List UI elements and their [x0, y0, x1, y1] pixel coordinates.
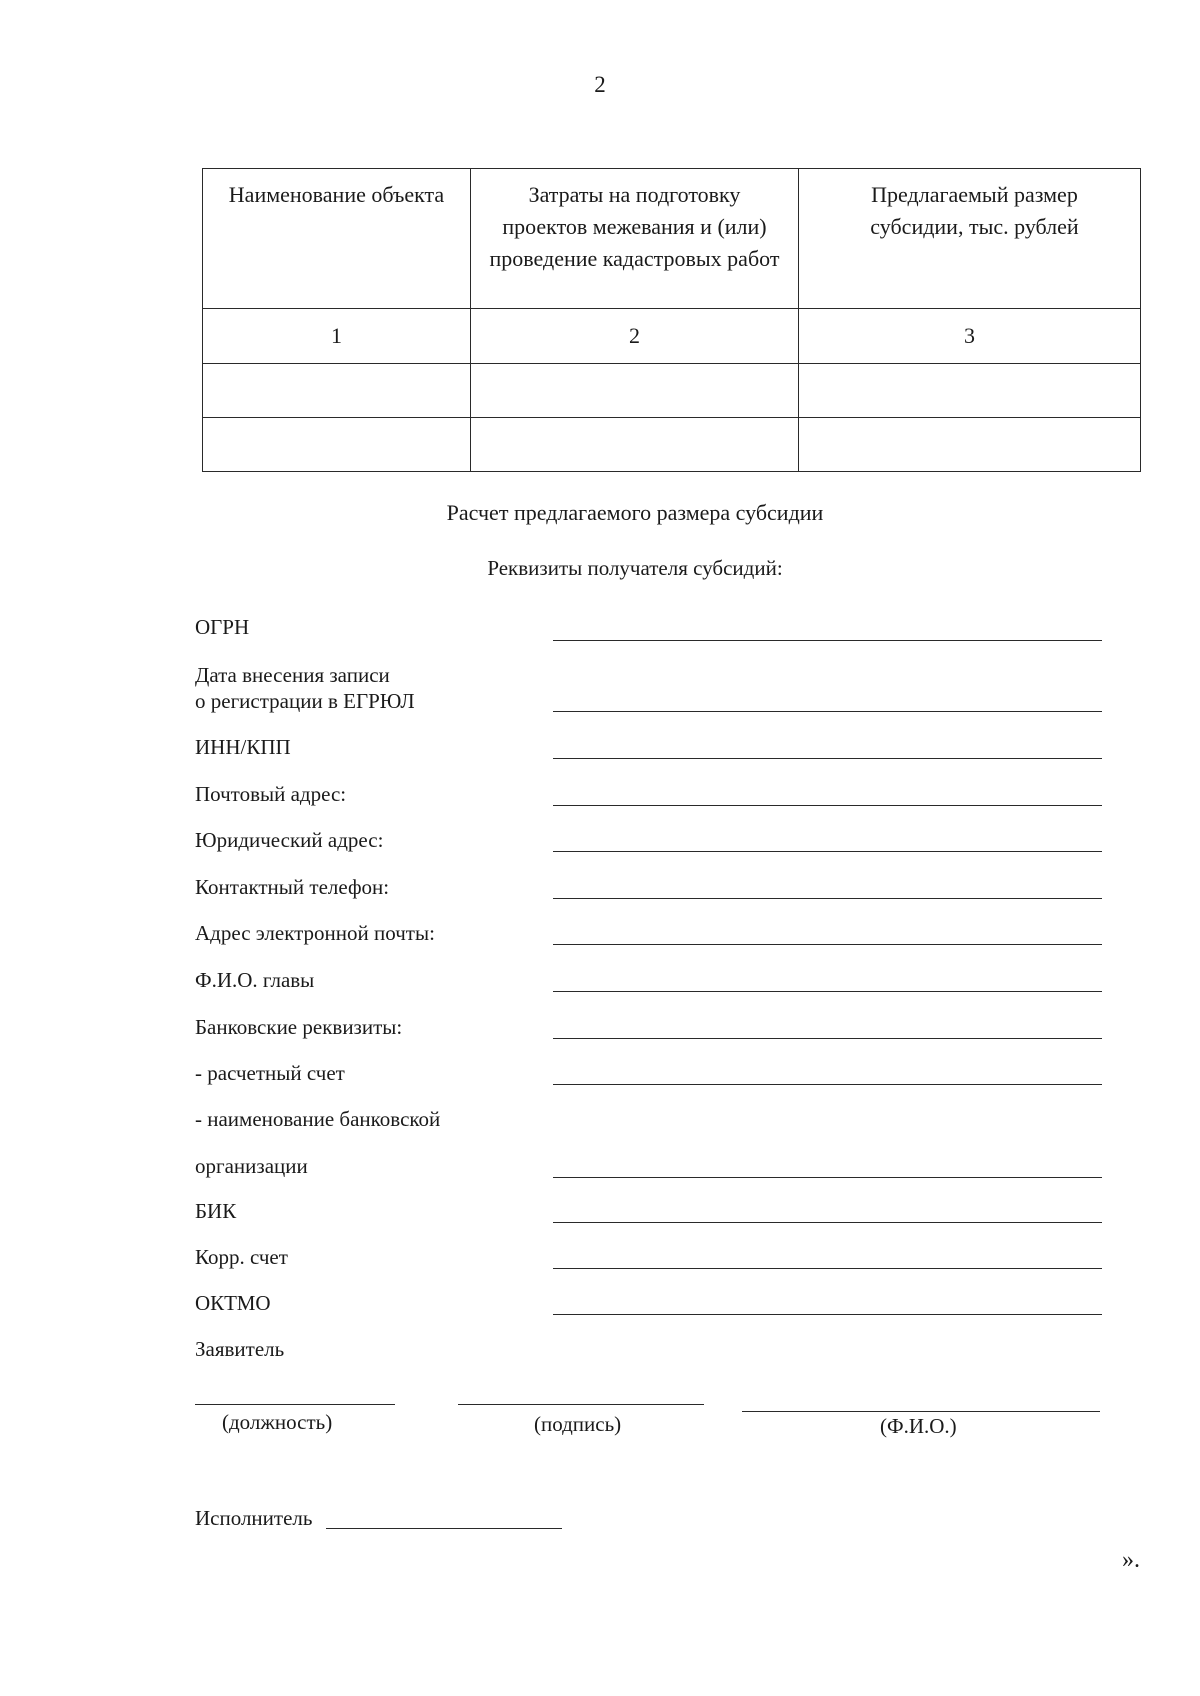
- table-cell: [203, 418, 471, 472]
- label-phone: Контактный телефон:: [195, 875, 390, 899]
- line-oktmo[interactable]: [553, 1314, 1102, 1315]
- line-account[interactable]: [553, 1084, 1102, 1085]
- line-legal-address[interactable]: [553, 851, 1102, 852]
- label-bank-name-2: организации: [195, 1154, 308, 1178]
- label-oktmo: ОКТМО: [195, 1291, 271, 1315]
- label-applicant: Заявитель: [195, 1337, 285, 1361]
- header-costs: [471, 169, 799, 309]
- table-cell: [471, 364, 799, 418]
- line-bik[interactable]: [553, 1222, 1102, 1223]
- label-account: - расчетный счет: [195, 1061, 345, 1085]
- label-email: Адрес электронной почты:: [195, 921, 435, 945]
- label-legal-address: Юридический адрес:: [195, 828, 384, 852]
- subsidy-table: [202, 168, 1141, 472]
- calculation-title: Расчет предлагаемого размера субсидии: [446, 500, 824, 525]
- header-object-name: Наименование объекта: [203, 169, 471, 309]
- executor-line[interactable]: [326, 1528, 562, 1529]
- label-executor: Исполнитель: [195, 1506, 313, 1530]
- full-name-line[interactable]: [742, 1411, 1100, 1412]
- label-head-name: Ф.И.О. главы: [195, 968, 315, 992]
- label-bik: БИК: [195, 1199, 237, 1223]
- table-cell: [471, 418, 799, 472]
- table-cell: [203, 364, 471, 418]
- position-caption: (должность): [222, 1410, 333, 1434]
- signature-line[interactable]: [458, 1404, 704, 1405]
- label-postal-address: Почтовый адрес:: [195, 782, 347, 806]
- line-bank-details[interactable]: [553, 1038, 1102, 1039]
- position-line[interactable]: [195, 1404, 395, 1405]
- label-reg-date-2: о регистрации в ЕГРЮЛ: [195, 689, 415, 713]
- table-header-row: [203, 169, 1141, 309]
- line-bank-name[interactable]: [553, 1177, 1102, 1178]
- line-postal-address[interactable]: [553, 805, 1102, 806]
- header-subsidy-text: Предлагаемый размер субсидии, тыс. рублей: [870, 182, 1079, 239]
- column-number-1: 1: [203, 309, 471, 364]
- label-inn-kpp: ИНН/КПП: [195, 735, 291, 759]
- signature-caption: (подпись): [534, 1412, 622, 1436]
- line-email[interactable]: [553, 944, 1102, 945]
- line-head-name[interactable]: [553, 991, 1102, 992]
- requisites-title: Реквизиты получателя субсидий:: [487, 556, 783, 580]
- page-number: 2: [594, 72, 606, 97]
- label-corr-account: Корр. счет: [195, 1245, 288, 1269]
- header-costs-text: Затраты на подготовку проектов межевания и (или) проведение кадастровых работ: [489, 182, 780, 271]
- table-row: [203, 309, 1141, 364]
- line-corr-account[interactable]: [553, 1268, 1102, 1269]
- line-inn-kpp[interactable]: [553, 758, 1102, 759]
- label-bank-name-1: - наименование банковской: [195, 1107, 441, 1131]
- column-number-2: 2: [471, 309, 799, 364]
- header-subsidy-size: [799, 169, 1141, 309]
- line-ogrn[interactable]: [553, 640, 1102, 641]
- line-phone[interactable]: [553, 898, 1102, 899]
- label-ogrn: ОГРН: [195, 615, 250, 639]
- closing-quote: ».: [1122, 1547, 1140, 1573]
- label-bank-details: Банковские реквизиты:: [195, 1015, 403, 1039]
- label-reg-date-1: Дата внесения записи: [195, 663, 390, 687]
- table-cell: [799, 364, 1141, 418]
- column-number-3: 3: [799, 309, 1141, 364]
- table-row: [203, 418, 1141, 472]
- full-name-caption: (Ф.И.О.): [880, 1414, 957, 1438]
- line-reg-date[interactable]: [553, 711, 1102, 712]
- table-row: [203, 364, 1141, 418]
- table-cell: [799, 418, 1141, 472]
